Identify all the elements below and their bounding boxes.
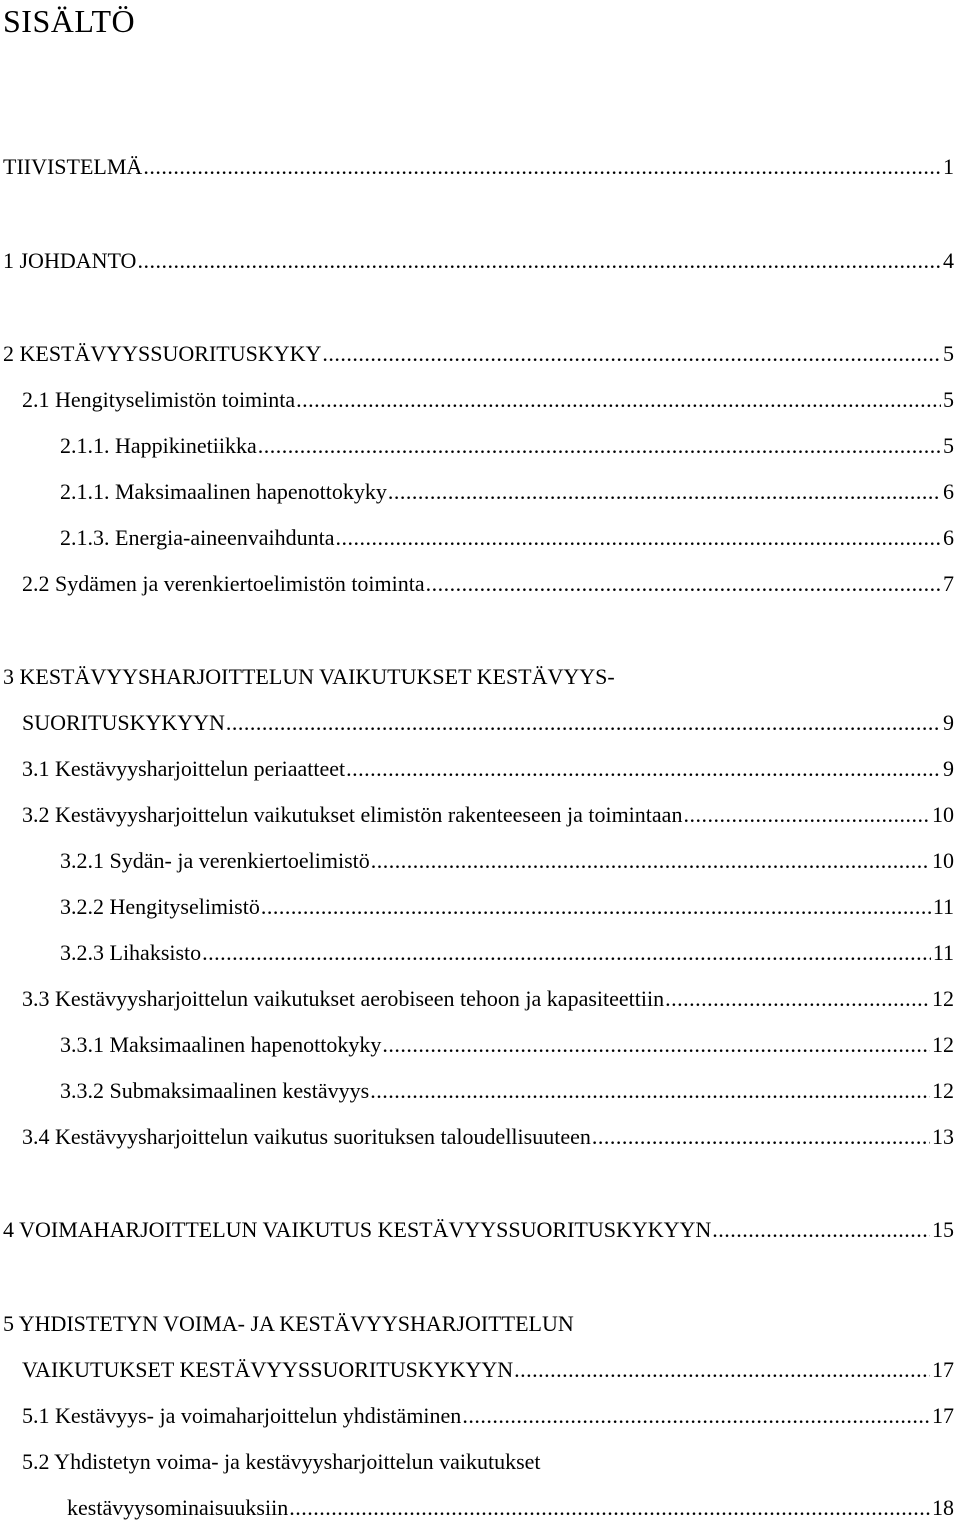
toc-entry-chapter-5-line-1[interactable]: 5 YHDISTETYN VOIMA- JA KESTÄVYYSHARJOITTELUN [3, 1311, 574, 1336]
toc-entry-label: 2.1.1. Maksimaalinen hapenottokyky [60, 479, 387, 504]
dot-leader [137, 246, 941, 276]
toc-entry-label: 3.4 Kestävyysharjoittelun vaikutus suorituksen taloudellisuuteen [22, 1124, 591, 1149]
toc-page-number: 9 [943, 756, 954, 781]
dot-leader [592, 1122, 930, 1152]
toc-page-number: 15 [932, 1217, 954, 1242]
dot-leader [665, 984, 930, 1014]
toc-entry-section-2-1[interactable] [22, 385, 954, 415]
toc-entry-section-5-1[interactable] [22, 1401, 954, 1431]
toc-entry-label: 2.2 Sydämen ja verenkiertoelimistön toiminta [22, 571, 425, 596]
toc-page-number: 6 [943, 479, 954, 504]
dot-leader [322, 339, 941, 369]
toc-entry-section-3-4[interactable] [22, 1122, 954, 1152]
dot-leader [336, 523, 942, 553]
toc-entry-label: 4 VOIMAHARJOITTELUN VAIKUTUS KESTÄVYYSSUORITUSKYKYYN [3, 1217, 712, 1242]
toc-entry-label: kestävyysominaisuuksiin [67, 1495, 289, 1520]
toc-entry-label: 3.1 Kestävyysharjoittelun periaatteet [22, 756, 346, 781]
toc-entry-label: 2.1.3. Energia-aineenvaihdunta [60, 525, 335, 550]
dot-leader [346, 754, 941, 784]
toc-page-number: 17 [932, 1403, 954, 1428]
toc-entry-label: 3.2.3 Lihaksisto [60, 940, 202, 965]
dot-leader [426, 569, 941, 599]
toc-entry-label: 2 KESTÄVYYSSUORITUSKYKY [3, 341, 322, 366]
toc-page-number: 11 [932, 940, 954, 965]
dot-leader [382, 1030, 930, 1060]
toc-page-number: 17 [932, 1357, 954, 1382]
toc-page-number: 18 [932, 1495, 954, 1520]
toc-entry-section-3-2[interactable] [22, 800, 954, 830]
toc-entry-label: TIIVISTELMÄ [3, 154, 143, 179]
dot-leader [462, 1401, 930, 1431]
dot-leader [261, 892, 931, 922]
toc-entry-label: 1 JOHDANTO [3, 248, 137, 273]
dot-leader [683, 800, 930, 830]
dot-leader [143, 152, 941, 182]
toc-entry-label: 3.2.1 Sydän- ja verenkiertoelimistö [60, 848, 370, 873]
toc-page-number: 9 [943, 710, 954, 735]
toc-entry-subsection-3-3-2[interactable] [60, 1076, 954, 1106]
toc-page-number: 5 [943, 433, 954, 458]
toc-page-number: 4 [943, 248, 954, 273]
dot-leader [258, 431, 941, 461]
toc-entry-subsection-2-1-1[interactable] [60, 431, 954, 461]
dot-leader [289, 1493, 930, 1523]
toc-entry-label: 3.3.2 Submaksimaalinen kestävyys [60, 1078, 370, 1103]
toc-page-number: 6 [943, 525, 954, 550]
dot-leader [712, 1215, 930, 1245]
dot-leader [371, 846, 930, 876]
toc-page-number: 13 [932, 1124, 954, 1149]
toc-page-number: 12 [932, 986, 954, 1011]
toc-entry-subsection-3-3-1[interactable] [60, 1030, 954, 1060]
toc-entry-chapter-2[interactable] [3, 339, 954, 369]
toc-page-number: 10 [932, 802, 954, 827]
dot-leader [202, 938, 931, 968]
toc-entry-label: 3.2 Kestävyysharjoittelun vaikutukset elimistön rakenteeseen ja toimintaan [22, 802, 683, 827]
toc-entry-label: 3.3 Kestävyysharjoittelun vaikutukset aerobiseen tehoon ja kapasiteettiin [22, 986, 665, 1011]
toc-page-number: 11 [932, 894, 954, 919]
toc-entry-section-5-2-line-1[interactable]: 5.2 Yhdistetyn voima- ja kestävyysharjoittelun vaikutukset [22, 1449, 541, 1474]
toc-entry-subsection-3-2-2[interactable] [60, 892, 954, 922]
dot-leader [370, 1076, 930, 1106]
toc-entry-label: 2.1.1. Happikinetiikka [60, 433, 257, 458]
toc-entry-label: 2.1 Hengityselimistön toiminta [22, 387, 296, 412]
toc-entry-label: 3.3.1 Maksimaalinen hapenottokyky [60, 1032, 382, 1057]
toc-entry-chapter-3-line-1[interactable]: 3 KESTÄVYYSHARJOITTELUN VAIKUTUKSET KESTÄVYYS- [3, 664, 615, 689]
toc-entry-section-2-2[interactable] [22, 569, 954, 599]
toc-entry-chapter-1[interactable] [3, 246, 954, 276]
toc-entry-chapter-5[interactable] [22, 1355, 954, 1385]
dot-leader [388, 477, 941, 507]
toc-entry-section-3-1[interactable] [22, 754, 954, 784]
toc-page-number: 5 [943, 341, 954, 366]
toc-entry-subsection-3-2-1[interactable] [60, 846, 954, 876]
toc-entry-label: 5.1 Kestävyys- ja voimaharjoittelun yhdistäminen [22, 1403, 462, 1428]
toc-entry-label: VAIKUTUKSET KESTÄVYYSSUORITUSKYKYYN [22, 1357, 514, 1382]
toc-page-number: 10 [932, 848, 954, 873]
page-title: SISÄLTÖ [3, 3, 136, 39]
dot-leader [226, 708, 941, 738]
toc-page-number: 7 [943, 571, 954, 596]
toc-entry-label: 3.2.2 Hengityselimistö [60, 894, 260, 919]
toc-page-number: 12 [932, 1032, 954, 1057]
toc-entry-chapter-3[interactable] [22, 708, 954, 738]
toc-page-number: 1 [943, 154, 954, 179]
toc-entry-subsection-3-2-3[interactable] [60, 938, 954, 968]
toc-entry-section-3-3[interactable] [22, 984, 954, 1014]
toc-entry-section-5-2[interactable] [67, 1493, 954, 1523]
toc-entry-subsection-2-1-2[interactable] [60, 477, 954, 507]
dot-leader [296, 385, 941, 415]
toc-entry-label: SUORITUSKYKYYN [22, 710, 225, 735]
toc-page-number: 12 [932, 1078, 954, 1103]
toc-entry-subsection-2-1-3[interactable] [60, 523, 954, 553]
toc-entry-chapter-4[interactable] [3, 1215, 954, 1245]
dot-leader [514, 1355, 930, 1385]
toc-page-number: 5 [943, 387, 954, 412]
toc-entry-abstract[interactable] [3, 152, 954, 182]
